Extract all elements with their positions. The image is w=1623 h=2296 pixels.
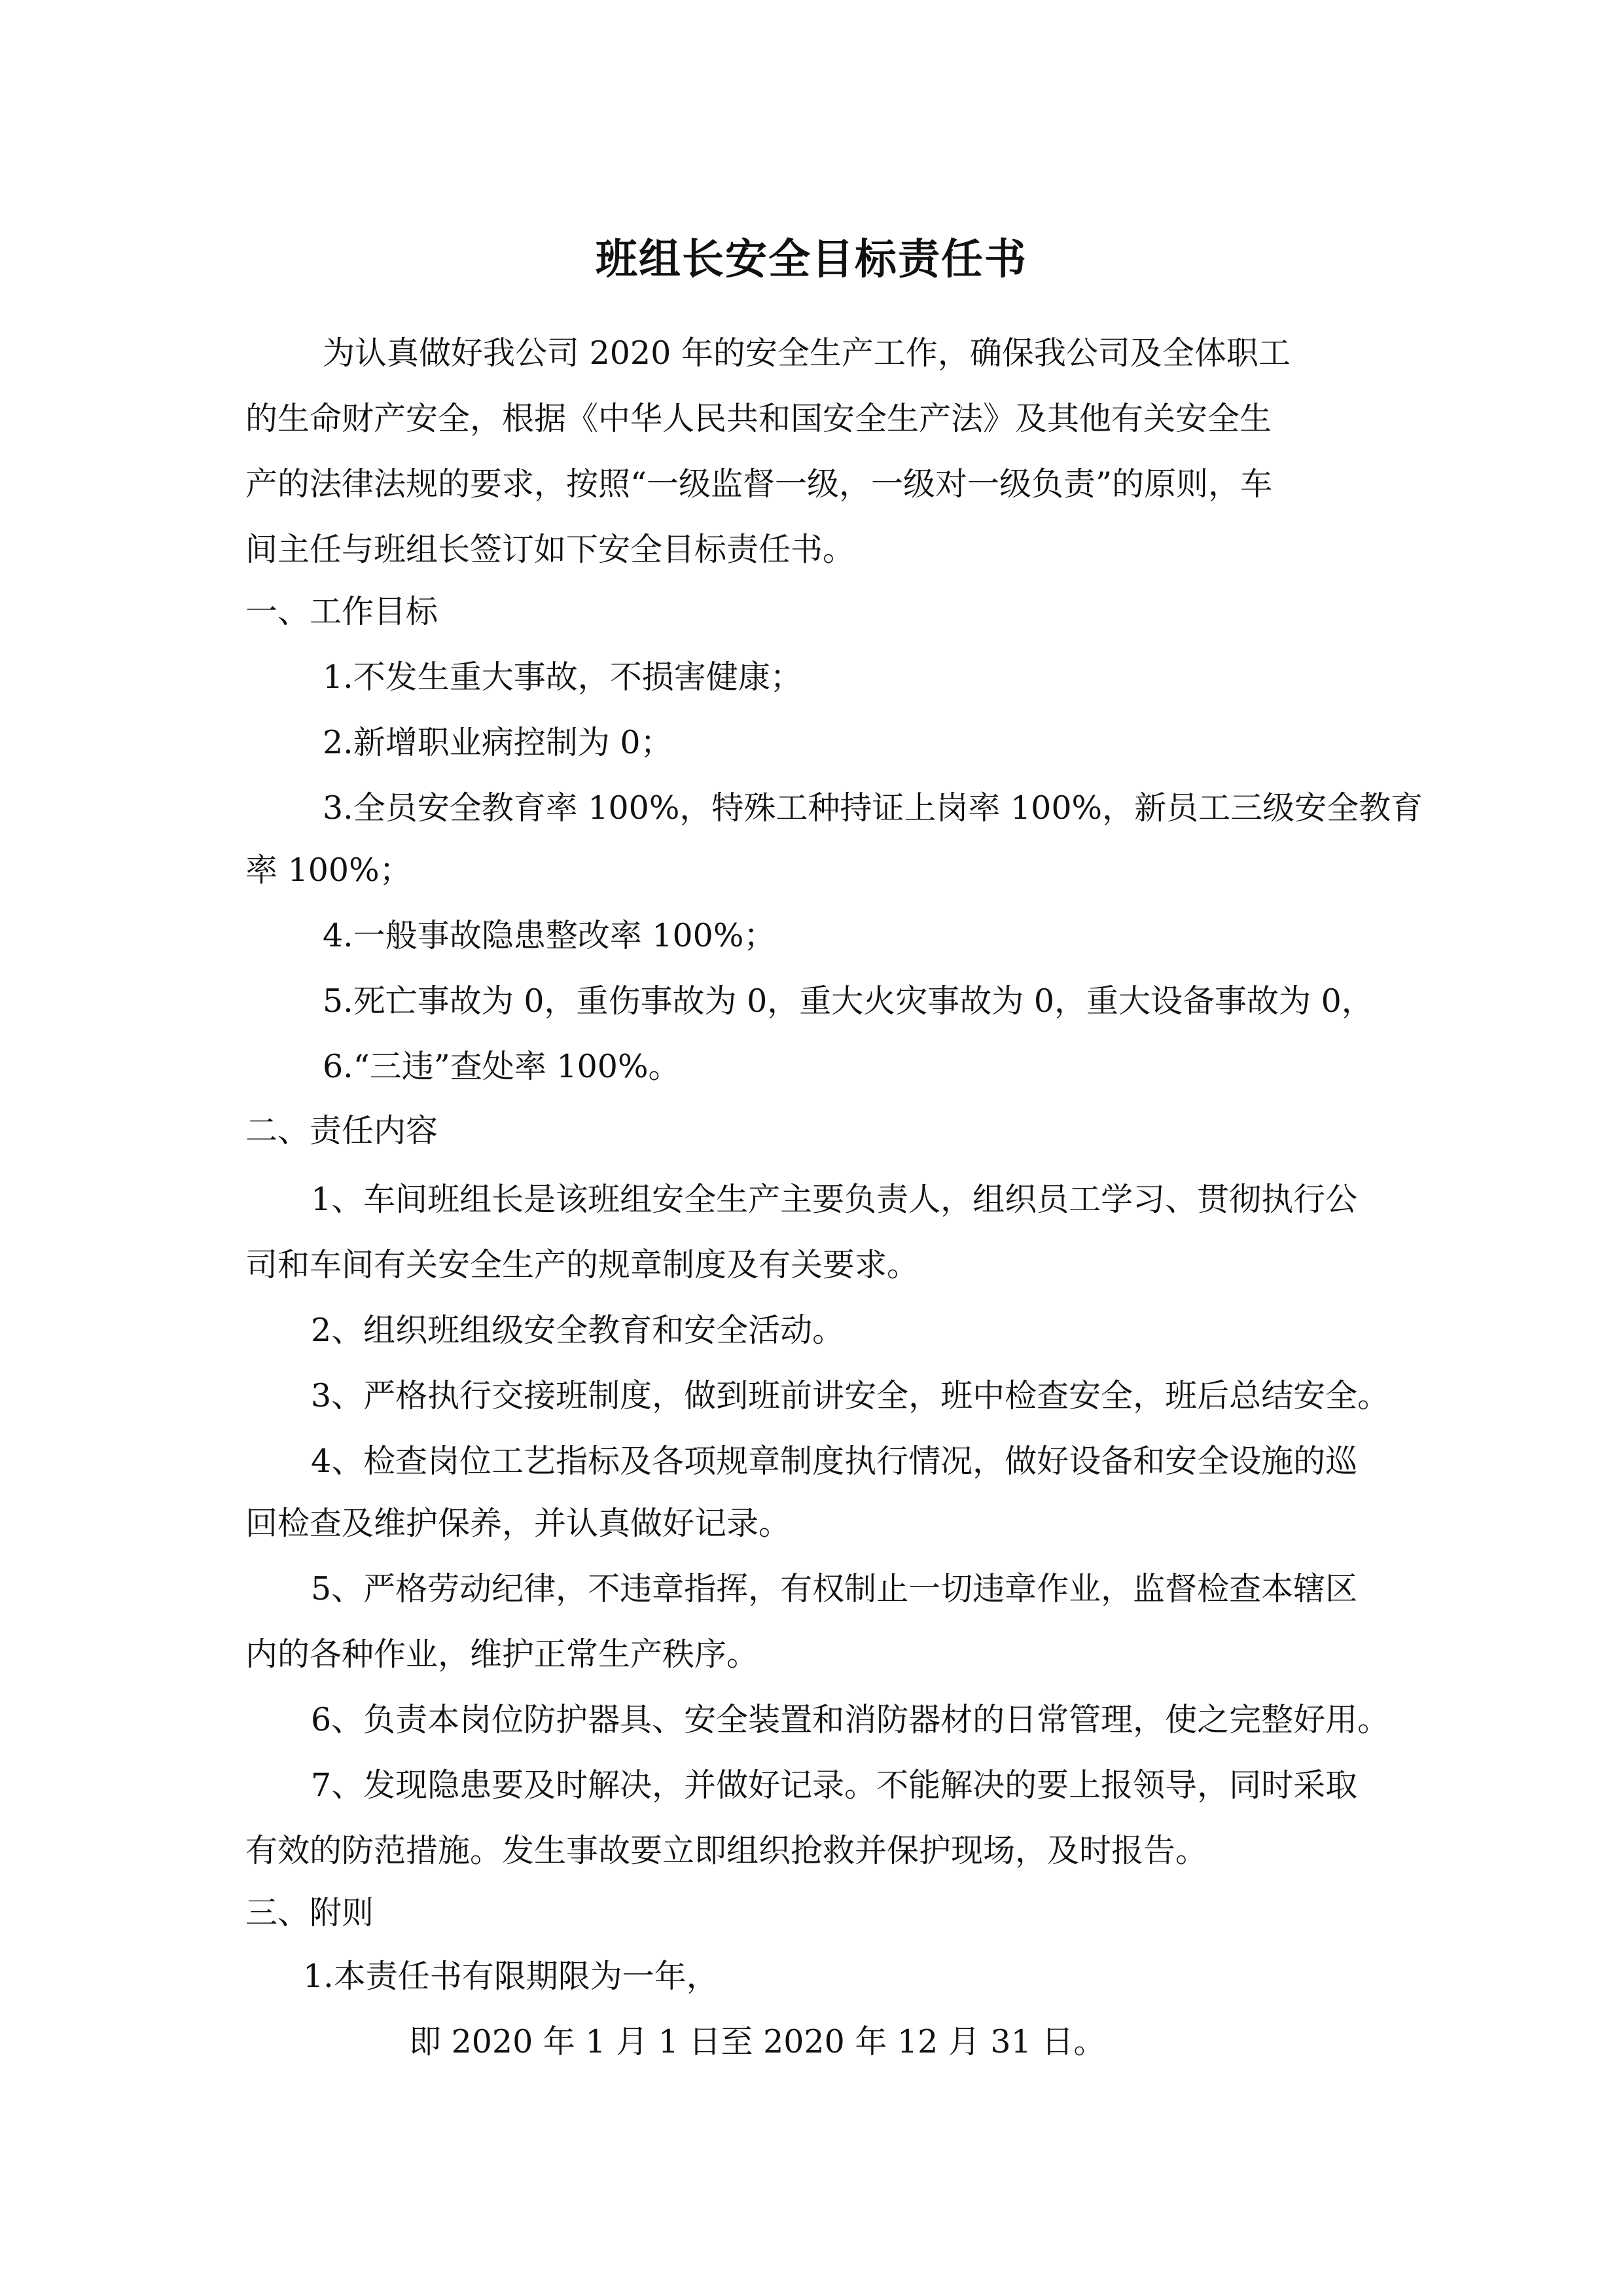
section1-item: 5.死亡事故为 0，重伤事故为 0，重大火灾事故为 0，重大设备事故为 0， (323, 982, 1374, 1020)
section1-item: 1.不发生重大事故，不损害健康； (323, 658, 802, 696)
section2-item: 有效的防范措施。发生事故要立即组织抢救并保护现场，及时报告。 (245, 1832, 1208, 1869)
section2-item: 4、检查岗位工艺指标及各项规章制度执行情况，做好设备和安全设施的巡 (311, 1443, 1358, 1480)
section2-item: 1、车间班组长是该班组安全生产主要负责人，组织员工学习、贯彻执行公 (311, 1181, 1358, 1218)
section3-item: 1.本责任书有限期限为一年， (303, 1958, 719, 1995)
section1-item: 率 100%； (245, 852, 412, 889)
intro-line-1: 为认真做好我公司 2020 年的安全生产工作，确保我公司及全体职工 (323, 334, 1291, 372)
section1-item: 2.新增职业病控制为 0； (323, 724, 673, 761)
section2-item: 7、发现隐患要及时解决，并做好记录。不能解决的要上报领导，同时采取 (311, 1767, 1358, 1804)
section2-heading: 二、责任内容 (245, 1112, 438, 1149)
section2-item: 司和车间有关安全生产的规章制度及有关要求。 (245, 1246, 919, 1283)
intro-line-2: 的生命财产安全，根据《中华人民共和国安全生产法》及其他有关安全生 (245, 400, 1272, 437)
section2-item: 回检查及维护保养，并认真做好记录。 (245, 1505, 791, 1542)
section2-item: 6、负责本岗位防护器具、安全装置和消防器材的日常管理，使之完整好用。 (311, 1701, 1390, 1738)
section3-heading: 三、附则 (245, 1894, 374, 1931)
section2-item: 3、严格执行交接班制度，做到班前讲安全，班中检查安全，班后总结安全。 (311, 1377, 1390, 1414)
section1-item: 6.“三违”查处率 100%。 (323, 1048, 681, 1085)
section2-item: 内的各种作业，维护正常生产秩序。 (245, 1636, 759, 1673)
section1-item: 3.全员安全教育率 100%，特殊工种持证上岗率 100%，新员工三级安全教育 (323, 789, 1423, 827)
document-title: 班组长安全目标责任书 (596, 236, 1027, 284)
intro-line-3: 产的法律法规的要求，按照“一级监督一级，一级对一级负责”的原则，车 (245, 465, 1273, 503)
section2-item: 2、组织班组级安全教育和安全活动。 (311, 1312, 845, 1349)
section1-item: 4.一般事故隐患整改率 100%； (323, 917, 776, 954)
section2-item: 5、严格劳动纪律，不违章指挥，有权制止一切违章作业，监督检查本辖区 (311, 1570, 1358, 1607)
intro-line-4: 间主任与班组长签订如下安全目标责任书。 (245, 531, 855, 568)
section1-heading: 一、工作目标 (245, 593, 438, 630)
section3-item: 即 2020 年 1 月 1 日至 2020 年 12 月 31 日。 (409, 2023, 1106, 2060)
